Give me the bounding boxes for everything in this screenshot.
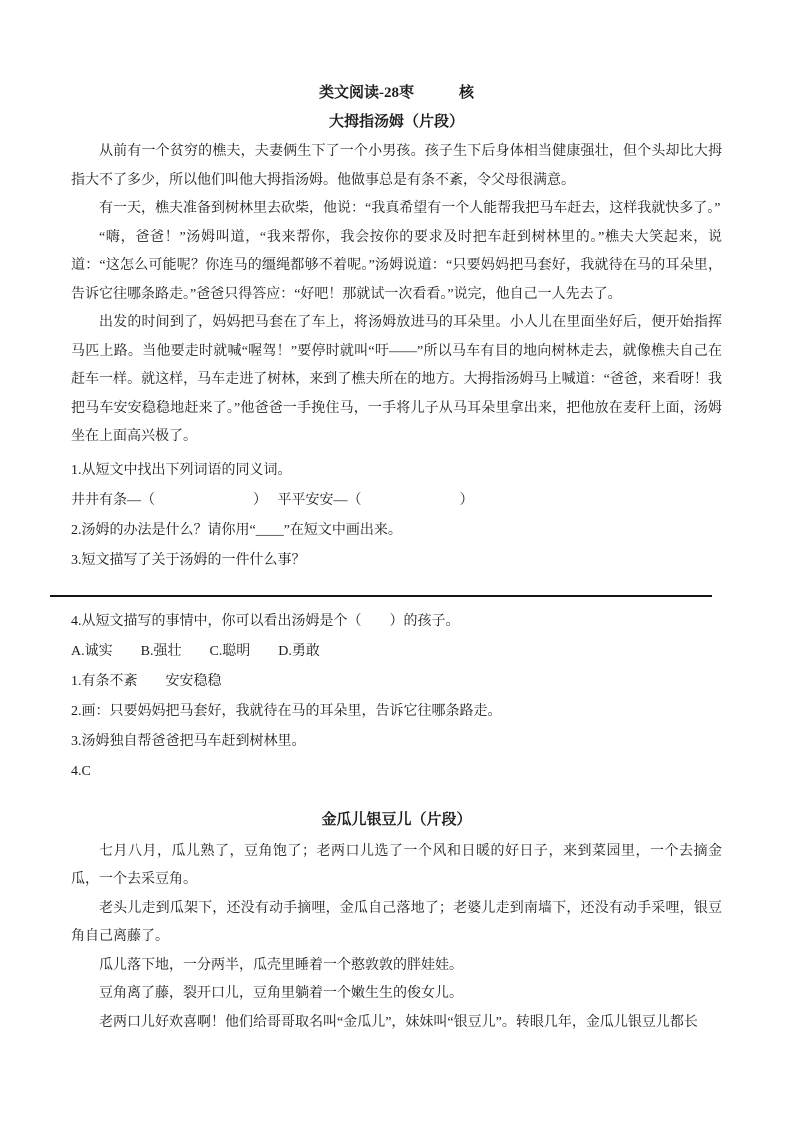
answer-1: 1.有条不紊 安安稳稳 — [71, 673, 222, 689]
passage2-paragraph-2: 老头儿走到瓜架下，还没有动手摘哩，金瓜自己落地了；老婆儿走到南墙下，还没有动手采哩，银豆角自己离藤了。 — [71, 900, 722, 944]
section-divider — [50, 595, 712, 597]
passage2-header — [71, 811, 722, 830]
answer-3: 3.汤姆独自帮爸爸把马车赶到树林里。 — [71, 733, 306, 749]
passage2-paragraph-3: 瓜儿落下地，一分两半，瓜壳里睡着一个憨敦敦的胖娃娃。 — [99, 957, 463, 973]
passage2-body — [71, 838, 722, 1038]
passage2-title: 金瓜儿银豆儿（片段） — [321, 811, 472, 828]
passage2-paragraph-1: 七月八月，瓜儿熟了，豆角饱了；老两口儿选了一个风和日暖的好日子，来到菜园里，一个去摘金瓜，一个去采豆角。 — [71, 843, 722, 887]
passage1-paragraph-4: 出发的时间到了，妈妈把马套在了车上，将汤姆放进马的耳朵里。小人儿在里面坐好后，便开始指挥马匹上路。当他要走时就喊“喔驾！”要停时就叫“吁——”所以马车有目的地向树林走去，就像樵夫自己在赶车一样。就这样，马车走进了树林，来到了樵夫所在的地方。大拇指汤姆马上喊道：“爸爸，来看呀！我把马车安安稳稳地赶来了。”他爸爸一手挽住马，一手将儿子从马耳朵里拿出来，把他放在麦秆上面，汤姆坐在上面高兴极了。 — [71, 315, 722, 444]
page-title: 类文阅读-28枣 核 — [319, 85, 474, 101]
passage2-paragraph-4: 豆角离了藤，裂开口儿，豆角里躺着一个嫩生生的俊女儿。 — [99, 986, 463, 1001]
answer-2: 2.画：只要妈妈把马套好，我就待在马的耳朵里，告诉它往哪条路走。 — [71, 703, 502, 719]
passage1-paragraph-2: 有一天，樵夫准备到树林里去砍柴，他说：“我真希望有一个人能帮我把马车赶去，这样我就快多了。” — [99, 201, 721, 216]
passage1-title: 大拇指汤姆（片段） — [328, 114, 464, 130]
question-1: 1.从短文中找出下列词语的同义词。 — [71, 462, 292, 478]
passage1-paragraph-1: 从前有一个贫穷的樵夫，夫妻俩生下了一个小男孩。孩子生下后身体相当健康强壮，但个头却比大拇指大不了多少，所以他们叫他大拇指汤姆。他做事总是有条不紊，令父母很满意。 — [71, 144, 722, 188]
answer-4: 4.C — [71, 763, 91, 779]
passage2-paragraph-5: 老两口儿好欢喜啊！他们给哥哥取名叫“金瓜儿”，妹妹叫“银豆儿”。转眼几年，金瓜儿银豆儿都长 — [99, 1014, 698, 1030]
passage1-body — [71, 138, 722, 452]
questions-block — [71, 456, 722, 576]
question-1-blanks: 井井有条—（ ） 平平安安—（ ） — [71, 492, 474, 508]
question-3: 3.短文描写了关于汤姆的一件什么事？ — [71, 552, 306, 568]
passage1-paragraph-3: “嗨，爸爸！”汤姆叫道，“我来帮你，我会按你的要求及时把车赶到树林里的。”樵夫大笑起来，说道：“这怎么可能呢？你连马的缰绳都够不着呢。”汤姆说道：“只要妈妈把马套好，我就待在马的耳朵里，告诉它往哪条路走。”爸爸只得答应：“好吧！那就试一次看看。”说完，他自己一人先去了。 — [71, 229, 722, 302]
question-2: 2.汤姆的办法是什么？请你用“____”在短文中画出来。 — [71, 522, 402, 538]
answers-block — [71, 607, 722, 787]
question-4: 4.从短文描写的事情中，你可以看出汤姆是个（ ）的孩子。 — [71, 613, 460, 629]
question-4-options: A.诚实 B.强壮 C.聪明 D.勇敢 — [71, 643, 320, 659]
